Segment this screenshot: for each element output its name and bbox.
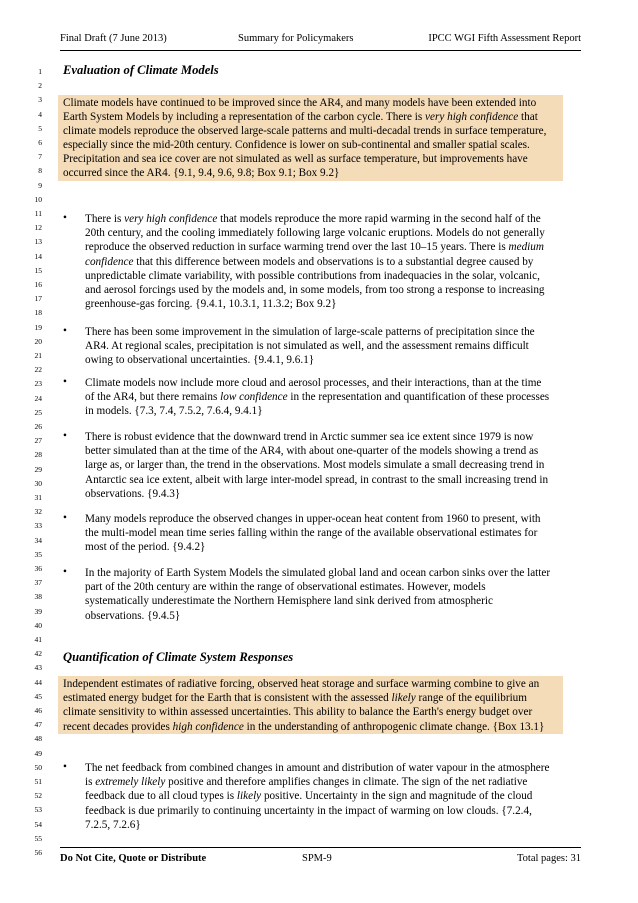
line-number: 4 xyxy=(38,109,42,119)
bullet-text-line: confidence that this difference between models and observations is to a substantial degree caused by xyxy=(85,255,534,268)
line-number: 24 xyxy=(34,393,42,403)
bullet-marker: • xyxy=(63,212,67,224)
line-number: 29 xyxy=(34,464,42,474)
line-number: 30 xyxy=(34,478,42,488)
line-number: 44 xyxy=(34,677,42,687)
summary-line: Climate models have continued to be improved since the AR4, and many models have been extended into xyxy=(63,97,537,109)
bullet-text-line: reproduce the observed reduction in surface warming trend over the last 10–15 years. There is medium xyxy=(85,241,544,254)
header-rule xyxy=(60,50,581,51)
line-number: 54 xyxy=(34,819,42,829)
summary-line: climate sensitivity to within assessed uncertainties. This ability to balance the Earth's energy budget over xyxy=(63,706,533,719)
summary-line: Precipitation and sea ice cover are not simulated as well as surface temperature, but improvements have xyxy=(63,153,528,165)
line-number: 3 xyxy=(38,95,42,105)
bullet-marker: • xyxy=(63,566,67,578)
line-number: 47 xyxy=(34,720,42,730)
bullet-text-line: 20th century, and the cooling immediately following large volcanic eruptions. Models do not generally xyxy=(85,227,545,240)
bullet-marker: • xyxy=(63,325,67,337)
header-title: Summary for Policymakers xyxy=(238,33,354,44)
bullet-text-line: There is robust evidence that the downward trend in Arctic summer sea ice extent since 1979 is now xyxy=(85,431,534,443)
footer-rule xyxy=(60,847,581,848)
line-number: 12 xyxy=(34,223,42,233)
line-number: 5 xyxy=(38,123,42,133)
bullet-text-line: AR4. At regional scales, precipitation is not simulated as well, and the assessment remains difficult xyxy=(85,340,529,353)
line-number: 42 xyxy=(34,649,42,659)
bullet-text-line: Many models reproduce the observed changes in upper-ocean heat content from 1960 to present, with xyxy=(85,513,541,525)
line-number: 53 xyxy=(34,805,42,815)
bullet-text-line: greenhouse-gas forcing. {9.4.1, 10.3.1, 11.3.2; Box 9.2} xyxy=(85,298,337,311)
line-number: 51 xyxy=(34,777,42,786)
line-number: 8 xyxy=(38,166,42,176)
line-number: 26 xyxy=(34,422,42,431)
line-number: 33 xyxy=(34,521,42,531)
bullet-text-line: part of the 20th century are within the range of observational estimates. However, models xyxy=(85,581,486,594)
bullet-text-line: observations. {9.4.5} xyxy=(85,609,181,622)
line-number: 9 xyxy=(38,180,42,190)
summary-line: occurred since the AR4. {9.1, 9.4, 9.6, 9.8; Box 9.1; Box 9.2} xyxy=(63,167,340,179)
line-number: 34 xyxy=(34,535,42,545)
section-heading-quantification: Quantification of Climate System Responses xyxy=(63,650,294,664)
line-number: 31 xyxy=(34,493,42,502)
bullet-text-line: Antarctic sea ice extent, albeit with large inter-model spread, in contrast to the small increasing trend in xyxy=(85,473,549,486)
line-number: 10 xyxy=(34,194,42,204)
line-number: 13 xyxy=(34,237,42,247)
line-number: 17 xyxy=(34,294,42,304)
line-number: 39 xyxy=(34,606,42,616)
bullet-text-line: most of the period. {9.4.2} xyxy=(85,541,206,554)
section-heading-evaluation: Evaluation of Climate Models xyxy=(63,63,219,77)
line-number: 16 xyxy=(34,280,42,289)
line-number: 14 xyxy=(34,251,42,261)
bullet-text-line: The net feedback from combined changes in amount and distribution of water vapour in the atmosphere xyxy=(85,762,550,774)
bullet-marker: • xyxy=(63,761,67,773)
line-number: 38 xyxy=(34,592,42,602)
header-report-name: IPCC WGI Fifth Assessment Report xyxy=(428,33,581,44)
line-number: 6 xyxy=(38,138,42,147)
bullet-text-line: and aerosol forcings used by the models and, in some models, from too strong a response to increasing xyxy=(85,284,545,296)
line-number: 11 xyxy=(34,209,42,218)
line-number: 19 xyxy=(34,322,42,332)
line-number: 43 xyxy=(34,663,42,673)
bullet-text-line: 7.2.5, 7.2.6} xyxy=(85,818,141,831)
bullet-text-line: owing to observational uncertainties. {9.4.1, 9.6.1} xyxy=(85,354,315,367)
line-number: 25 xyxy=(34,407,42,417)
bullet-text-line: In the majority of Earth System Models the simulated global land and ocean carbon sinks over the latter xyxy=(85,567,551,579)
bullet-text-line: systematically underestimate the Northern Hemisphere land sink derived from atmospheric xyxy=(85,595,493,608)
line-number: 7 xyxy=(38,152,42,162)
summary-line: estimated energy budget for the Earth that is consistent with the assessed likely range of the equilibrium xyxy=(63,692,527,705)
line-number: 20 xyxy=(34,336,42,346)
line-number: 18 xyxy=(34,308,42,318)
bullet-text-line: feedback is due primarily to continuing uncertainty in the impact of warming on low clouds. {7.2.4, xyxy=(85,804,532,817)
line-number: 56 xyxy=(34,848,42,857)
page-number: SPM-9 xyxy=(302,853,332,864)
line-number: 36 xyxy=(34,564,42,573)
line-number: 21 xyxy=(34,351,42,360)
line-number: 32 xyxy=(34,507,42,517)
line-number: 28 xyxy=(34,450,42,460)
summary-line: Independent estimates of radiative forcing, observed heat storage and surface warming combine to give an xyxy=(63,678,540,690)
bullet-text-line: better simulated than at the time of the AR4, with about one-quarter of the models showing a trend as xyxy=(85,445,539,458)
line-number: 22 xyxy=(34,365,42,375)
bullet-text-line: is extremely likely positive and therefore amplifies changes in climate. The sign of the net radiative xyxy=(85,776,528,789)
summary-line: recent decades provides high confidence in the understanding of anthropogenic climate change. {Box 13.1} xyxy=(63,720,545,733)
total-pages: Total pages: 31 xyxy=(517,853,581,864)
line-number: 35 xyxy=(34,549,42,559)
bullet-text-line: of the AR4, but there remains low confidence in the representation and quantification of these processes xyxy=(85,391,550,404)
summary-line: climate models reproduce the observed large-scale patterns and multi-decadal trends in surface temperature, xyxy=(63,125,547,137)
line-number: 1 xyxy=(38,67,42,76)
line-number: 55 xyxy=(34,833,42,843)
bullet-text-line: observations. {9.4.3} xyxy=(85,487,181,500)
line-number: 52 xyxy=(34,791,42,801)
bullet-text-line: feedback due to all cloud types is likely positive. Uncertainty in the sign and magnitude of the cloud xyxy=(85,790,533,803)
bullet-text-line: in models. {7.3, 7.4, 7.5.2, 7.6.4, 9.4.1} xyxy=(85,405,263,418)
line-number: 46 xyxy=(34,706,42,715)
line-number: 23 xyxy=(34,379,42,389)
summary-line: Earth System Models by including a representation of the carbon cycle. There is very high confidence that xyxy=(63,111,538,123)
line-number: 2 xyxy=(38,81,42,91)
line-number: 15 xyxy=(34,265,42,275)
header-draft-date: Final Draft (7 June 2013) xyxy=(60,33,167,44)
line-number: 48 xyxy=(34,734,42,744)
bullet-marker: • xyxy=(63,376,67,388)
line-number: 41 xyxy=(34,635,42,644)
line-number: 27 xyxy=(34,436,42,446)
line-number: 50 xyxy=(34,762,42,772)
line-number: 37 xyxy=(34,578,42,588)
bullet-text-line: unpredictable climate variability, with possible contributions from inadequacies in the solar, volcanic, xyxy=(85,269,540,282)
line-number: 49 xyxy=(34,748,42,758)
bullet-text-line: large as, or larger than, the trend in the observations. Most models simulate a small decreasing trend in xyxy=(85,459,545,472)
summary-line: especially since the mid-20th century. Confidence is lower on sub-continental and smaller spatial scales. xyxy=(63,139,530,151)
line-number: 40 xyxy=(34,620,42,630)
bullet-text-line: There has been some improvement in the simulation of large-scale patterns of precipitation since the xyxy=(85,326,535,338)
bullet-text-line: Climate models now include more cloud and aerosol processes, and their interactions, than at the time xyxy=(85,377,542,389)
bullet-marker: • xyxy=(63,512,67,524)
bullet-text-line: There is very high confidence that models reproduce the more rapid warming in the second half of the xyxy=(85,213,541,225)
bullet-marker: • xyxy=(63,430,67,442)
footer-notice: Do Not Cite, Quote or Distribute xyxy=(60,853,207,864)
bullet-text-line: the multi-model mean time series falling within the range of the available observational estimates for xyxy=(85,527,538,540)
line-number: 45 xyxy=(34,691,42,701)
